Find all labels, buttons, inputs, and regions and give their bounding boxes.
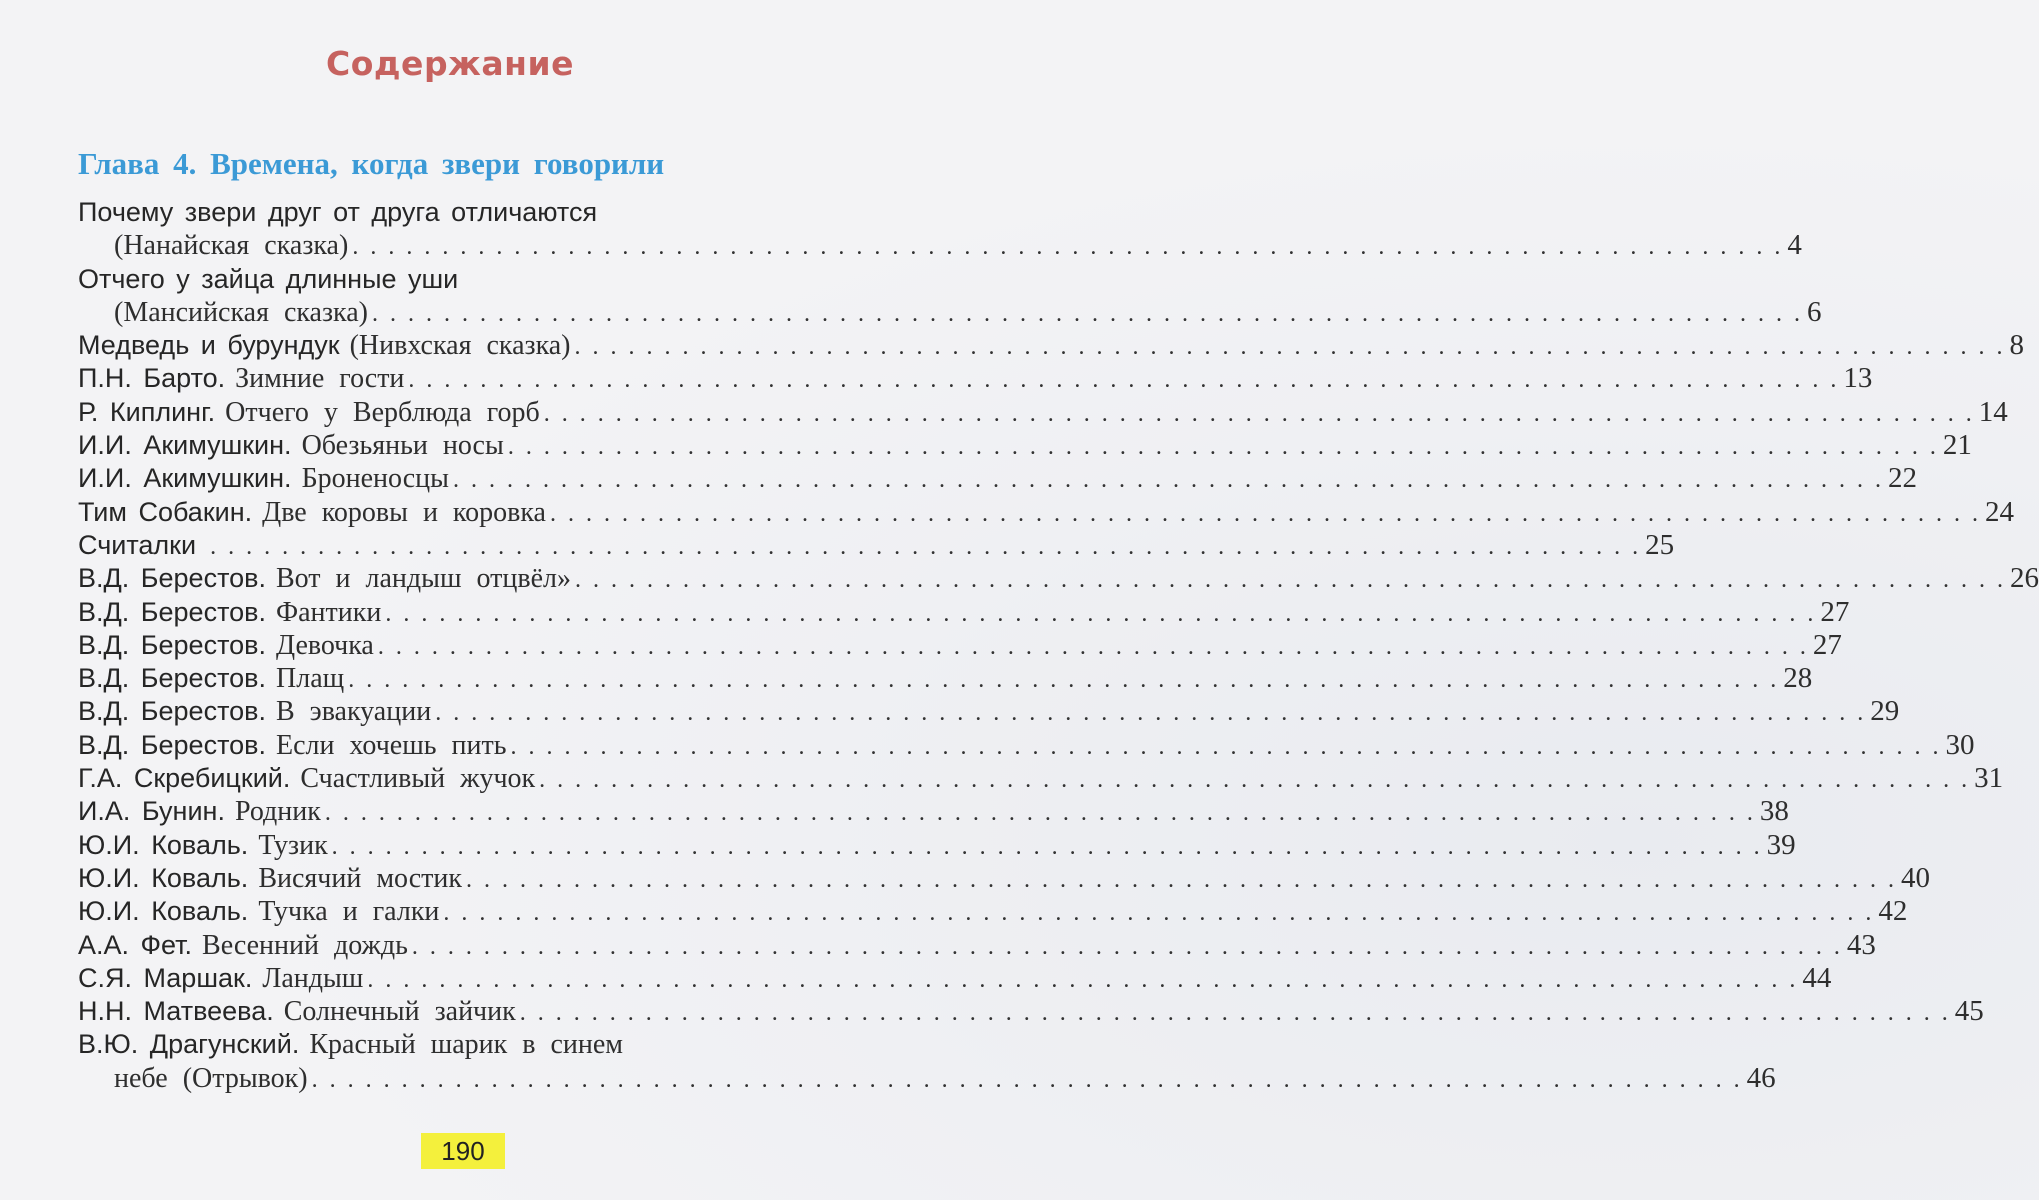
toc-entry-author: Ю.И. Коваль. xyxy=(78,862,249,893)
dot-leader: . . . . . . . . . . . . . . . . . . . . . . . . . . . . . . . . . . . . . . . . . . . . . . . . . . . . . . . . . . . . . . . . . . . . . . . . . . . . . . . . xyxy=(377,633,1809,660)
dot-leader: . . . . . . . . . . . . . . . . . . . . . . . . . . . . . . . . . . . . . . . . . . . . . . . . . . . . . . . . . . . . . . . . . . . . . . . . . . . . . . . . xyxy=(574,334,2006,361)
toc-entry-title: Вот и ландыш отцвёл» xyxy=(276,563,572,595)
toc-entry-continuation xyxy=(78,1061,1776,1095)
toc-page-number: 46 xyxy=(1746,1061,1776,1094)
toc-entry-title: Тузик xyxy=(258,829,328,861)
toc-entry-title: Зимние гости xyxy=(235,363,405,395)
toc-page-number: 29 xyxy=(1870,695,1900,728)
dot-leader: . . . . . . . . . . . . . . . . . . . . . . . . . . . . . . . . . . . . . . . . . . . . . . . . . . . . . . . . . . . . . . . . . . . . . . . . . . . . . . . . xyxy=(348,667,1780,694)
toc-entry[interactable] xyxy=(78,861,1930,895)
toc-page-number: 27 xyxy=(1820,595,1850,628)
toc-page-number: 25 xyxy=(1645,528,1675,561)
toc-entry-author: Ю.И. Коваль. xyxy=(78,829,249,860)
toc-page-number: 8 xyxy=(2009,329,2024,362)
toc-entry-title: Весенний дождь xyxy=(202,929,408,961)
toc-entry[interactable] xyxy=(78,728,1975,762)
dot-leader: . . . . . . . . . . . . . . . . . . . . . . . . . . . . . . . . . . . . . . . . . . . . . . . . . . . . . . . . . . . . . . . . . . . . . . . . . . . . . . . . xyxy=(549,500,1981,527)
toc-entry-title: Солнечный зайчик xyxy=(283,996,516,1028)
toc-page-number: 22 xyxy=(1887,462,1917,495)
toc-entry[interactable] xyxy=(78,895,1908,928)
toc-entry[interactable] xyxy=(78,462,1917,495)
toc-entry-author: Считалки xyxy=(78,529,197,560)
toc-entry-continuation xyxy=(78,229,1802,262)
toc-entry[interactable] xyxy=(78,562,2039,595)
toc-entry[interactable] xyxy=(78,528,1675,562)
toc-entry-title: Фантики xyxy=(276,596,382,628)
toc-entry-title: В эвакуации xyxy=(276,696,432,728)
toc-entry[interactable] xyxy=(78,362,1873,395)
table-of-contents xyxy=(78,196,2039,1095)
toc-entry-title: Обезьяньи носы xyxy=(301,430,504,462)
toc-entry[interactable] xyxy=(78,995,1984,1028)
toc-entry-author: С.Я. Маршак. xyxy=(78,962,253,993)
toc-entry-author: Н.Н. Матвеева. xyxy=(78,996,274,1027)
dot-leader: . . . . . . . . . . . . . . . . . . . . . . . . . . . . . . . . . . . . . . . . . . . . . . . . . . . . . . . . . . . . . . . . . . . . . . . . . . . . . . . . xyxy=(411,933,1843,960)
dot-leader: . . . . . . . . . . . . . . . . . . . . . . . . . . . . . . . . . . . . . . . . . . . . . . . . . . . . . . . . . . . . . . . . . . . . . . . . . . . . . . . . xyxy=(543,400,1975,427)
toc-entry-title: Девочка xyxy=(276,629,374,661)
toc-page-number: 43 xyxy=(1846,928,1876,961)
toc-page-number: 30 xyxy=(1945,728,1975,761)
toc-entry-author: Ю.И. Коваль. xyxy=(78,896,249,927)
toc-entry[interactable] xyxy=(78,662,1813,695)
toc-entry[interactable] xyxy=(78,196,852,229)
toc-page-number: 13 xyxy=(1843,362,1873,395)
page-title: Содержание xyxy=(326,44,574,83)
toc-entry-title: Ландыш xyxy=(262,962,364,994)
dot-leader: . . . . . . . . . . . . . . . . . . . . . . . . . . . . . . . . . . . . . . . . . . . . . . . . . . . . . . . . . . . . . . . . . . . . . . . . . . . . . . . . xyxy=(408,367,1840,394)
toc-entry-title: Две коровы и коровка xyxy=(262,496,546,528)
toc-page-number: 14 xyxy=(1978,395,2008,428)
toc-entry-author: Отчего у зайца длинные уши xyxy=(78,263,459,294)
toc-entry-title: Тучка и галки xyxy=(258,896,440,928)
toc-page-number: 40 xyxy=(1901,861,1930,894)
toc-page-number: 45 xyxy=(1954,995,1984,1028)
toc-entry[interactable] xyxy=(78,928,1876,962)
toc-entry-title-cont: небе (Отрывок) xyxy=(114,1062,308,1094)
toc-entry-title-cont: (Мансийская сказка) xyxy=(114,296,368,328)
toc-entry-author: И.А. Бунин. xyxy=(78,796,225,827)
toc-entry-author: И.И. Акимушкин. xyxy=(78,430,292,461)
toc-page-number: 26 xyxy=(2010,562,2039,595)
toc-page-number: 31 xyxy=(1974,762,2004,795)
toc-entry-title: Красный шарик в синем xyxy=(309,1029,624,1061)
toc-entry[interactable] xyxy=(78,329,2024,362)
toc-entry[interactable] xyxy=(78,1028,852,1061)
dot-leader: . . . . . . . . . . . . . . . . . . . . . . . . . . . . . . . . . . . . . . . . . . . . . . . . . . . . . . . . . . . . . . . . . . . . . . . . . . . . . . . . xyxy=(507,434,1939,461)
toc-entry[interactable] xyxy=(78,695,1900,728)
toc-page-number: 39 xyxy=(1766,828,1796,861)
toc-entry-title: Плащ xyxy=(276,663,345,695)
toc-entry[interactable] xyxy=(78,495,2014,529)
toc-entry-author: В.Д. Берестов. xyxy=(78,596,266,627)
toc-entry[interactable] xyxy=(78,961,1832,995)
toc-entry-author: Почему звери друг от друга отличаются xyxy=(78,197,598,227)
toc-entry-title: Отчего у Верблюда горб xyxy=(225,396,540,428)
chapter-heading: Глава 4. Времена, когда звери говорили xyxy=(78,146,665,181)
dot-leader: . . . . . . . . . . . . . . . . . . . . . . . . . . . . . . . . . . . . . . . . . . . . . . . . . . . . . . . . . . . . . . . . . . . . . . . . . . . . . . . . xyxy=(510,733,1942,760)
toc-entry-title-cont: (Нанайская сказка) xyxy=(114,230,349,262)
toc-entry[interactable] xyxy=(78,828,1796,862)
toc-entry-author: В.Д. Берестов. xyxy=(78,663,266,694)
dot-leader: . . . . . . . . . . . . . . . . . . . . . . . . . . . . . . . . . . . . . . . . . . . . . . . . . . . . . . . . . . . . . . . . . . . . . . . . . . . . . . . . xyxy=(435,700,1867,727)
toc-entry-title: (Нивхская сказка) xyxy=(349,330,571,362)
page-number: 190 xyxy=(421,1133,505,1169)
toc-entry-title: Броненосцы xyxy=(301,463,449,495)
toc-entry-author: И.И. Акимушкин. xyxy=(78,463,292,494)
toc-page-number: 44 xyxy=(1802,961,1832,994)
dot-leader: . . . . . . . . . . . . . . . . . . . . . . . . . . . . . . . . . . . . . . . . . . . . . . . . . . . . . . . . . . . . . . . . . . . . . . . . . . . . . . . . xyxy=(331,833,1763,860)
toc-entry[interactable] xyxy=(78,628,1842,662)
dot-leader: . . . . . . . . . . . . . . . . . . . . . . . . . . . . . . . . . . . . . . . . . . . . . . . . . . . . . . . . . . . . . . . . . . . . . . . . . . . . . . . . xyxy=(367,966,1799,993)
toc-entry-author: В.Д. Берестов. xyxy=(78,729,266,760)
toc-entry-author: П.Н. Барто. xyxy=(78,363,226,394)
toc-entry[interactable] xyxy=(78,795,1789,828)
toc-entry-author: В.Д. Берестов. xyxy=(78,563,266,594)
dot-leader: . . . . . . . . . . . . . . . . . . . . . . . . . . . . . . . . . . . . . . . . . . . . . . . . . . . . . . . . . . . . . . . . . . . . . . . . . . . . . . . . xyxy=(385,600,1817,627)
dot-leader: . . . . . . . . . . . . . . . . . . . . . . . . . . . . . . . . . . . . . . . . . . . . . . . . . . . . . . . . . . . . . . . . . . . . . . . . . . . . . . . . xyxy=(324,800,1756,827)
toc-page-number: 6 xyxy=(1806,295,1822,328)
toc-entry-title: Висячий мостик xyxy=(258,862,462,894)
dot-leader: . . . . . . . . . . . . . . . . . . . . . . . . . . . . . . . . . . . . . . . . . . . . . . . . . . . . . . . . . . . . . . . . . . . . . . . . . . . . . . . . xyxy=(519,1000,1951,1027)
toc-page-number: 24 xyxy=(1984,495,2014,528)
dot-leader: . . . . . . . . . . . . . . . . . . . . . . . . . . . . . . . . . . . . . . . . . . . . . . . . . . . . . . . . . . . . . . . . . . . . . . . . . . . . . . . . xyxy=(210,533,1642,560)
toc-entry-title: Родник xyxy=(234,796,321,828)
toc-entry[interactable] xyxy=(78,595,1850,629)
toc-entry-author: В.Д. Берестов. xyxy=(78,629,266,660)
dot-leader: . . . . . . . . . . . . . . . . . . . . . . . . . . . . . . . . . . . . . . . . . . . . . . . . . . . . . . . . . . . . . . . . . . . . . . . . . . . . . . . . xyxy=(452,467,1884,494)
toc-entry-author: Медведь и бурундук xyxy=(78,330,340,361)
dot-leader: . . . . . . . . . . . . . . . . . . . . . . . . . . . . . . . . . . . . . . . . . . . . . . . . . . . . . . . . . . . . . . . . . . . . . . . . . . . . . . . . xyxy=(352,234,1784,261)
toc-entry[interactable] xyxy=(78,429,1972,462)
toc-page-number: 42 xyxy=(1878,895,1908,928)
toc-page-number: 4 xyxy=(1787,229,1802,262)
dot-leader: . . . . . . . . . . . . . . . . . . . . . . . . . . . . . . . . . . . . . . . . . . . . . . . . . . . . . . . . . . . . . . . . . . . . . . . . . . . . . . . . xyxy=(575,567,2007,594)
toc-entry-continuation xyxy=(78,295,1822,329)
toc-entry[interactable] xyxy=(78,762,2004,795)
toc-entry-title: Если хочешь пить xyxy=(276,729,507,761)
dot-leader: . . . . . . . . . . . . . . . . . . . . . . . . . . . . . . . . . . . . . . . . . . . . . . . . . . . . . . . . . . . . . . . . . . . . . . . . . . . . . . . . xyxy=(311,1066,1743,1093)
dot-leader: . . . . . . . . . . . . . . . . . . . . . . . . . . . . . . . . . . . . . . . . . . . . . . . . . . . . . . . . . . . . . . . . . . . . . . . . . . . . . . . . xyxy=(466,866,1897,893)
toc-entry-author: В.Ю. Драгунский. xyxy=(78,1029,300,1060)
dot-leader: . . . . . . . . . . . . . . . . . . . . . . . . . . . . . . . . . . . . . . . . . . . . . . . . . . . . . . . . . . . . . . . . . . . . . . . . . . . . . . . . xyxy=(539,767,1971,794)
toc-page-number: 28 xyxy=(1783,662,1813,695)
toc-entry-author: Тим Собакин. xyxy=(78,496,253,527)
toc-entry-author: В.Д. Берестов. xyxy=(78,696,266,727)
toc-page-number: 21 xyxy=(1942,429,1972,462)
toc-page-number: 38 xyxy=(1759,795,1789,828)
toc-entry-author: Р. Киплинг. xyxy=(78,396,216,427)
dot-leader: . . . . . . . . . . . . . . . . . . . . . . . . . . . . . . . . . . . . . . . . . . . . . . . . . . . . . . . . . . . . . . . . . . . . . . . . . . . . . . . . xyxy=(371,300,1803,327)
toc-page-number: 27 xyxy=(1812,628,1842,661)
toc-entry-author: А.А. Фет. xyxy=(78,929,193,960)
toc-entry[interactable] xyxy=(78,263,852,296)
toc-entry[interactable] xyxy=(78,395,2008,429)
dot-leader: . . . . . . . . . . . . . . . . . . . . . . . . . . . . . . . . . . . . . . . . . . . . . . . . . . . . . . . . . . . . . . . . . . . . . . . . . . . . . . . . xyxy=(443,900,1875,927)
toc-entry-author: Г.А. Скребицкий. xyxy=(78,763,291,794)
toc-entry-title: Счастливый жучок xyxy=(300,763,536,795)
